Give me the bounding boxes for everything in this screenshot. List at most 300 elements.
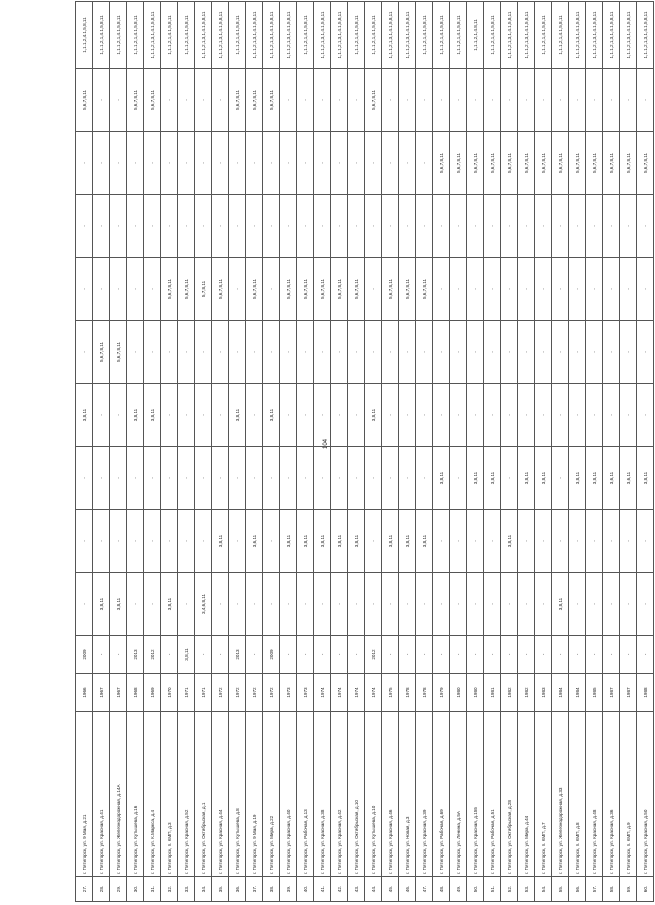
table-cell: - [348,132,365,195]
table-cell: 3,8,11 [178,636,195,674]
table-cell: 1,1.1,2,1,4.1,5,8,11 [433,2,450,69]
table-cell: 5,6,7,8,11 [518,132,535,195]
address-cell: г. Пятигорск, ул. Мира, д.22 [263,712,280,877]
table-cell: 1,1.1,2,1,3,1,4.1,5,8,11 [144,2,161,69]
table-cell: - [110,258,127,321]
row-number-cell: 39. [280,877,297,902]
table-cell: 5,6,7,8,11 [586,132,603,195]
table-cell: - [127,195,144,258]
table-cell: - [314,321,331,384]
table-cell: - [501,195,518,258]
table-cell: - [229,573,246,636]
year-cell: 1987 [603,674,620,712]
table-cell: - [76,510,93,573]
table-cell: 1,1.1,2,1,3,1,4.1,5,8,11 [382,2,399,69]
table-cell: - [331,447,348,510]
row-number-cell: 46. [399,877,416,902]
row-number-cell: 47. [416,877,433,902]
address-cell: г. Пятигорск, п. КМП, д.9 [620,712,637,877]
table-cell: - [314,69,331,132]
table-cell: 3,8,11 [552,573,569,636]
table-cell: - [399,132,416,195]
table-cell: - [178,447,195,510]
address-cell: г. Пятигорск, ул. Ленина, д.5А [450,712,467,877]
table-cell: 3,8,11 [484,447,501,510]
address-cell: г. Пятигорск, ул. Красная, д.48 [586,712,603,877]
table-cell: - [212,384,229,447]
table-cell: 3,8,11 [535,447,552,510]
table-cell: - [161,510,178,573]
table-cell: - [637,384,654,447]
row-number-cell: 37. [246,877,263,902]
table-cell: - [76,573,93,636]
table-cell: - [467,636,484,674]
table-cell: 1,1.1,2,1,3,1,4.1,5,8,11 [280,2,297,69]
address-cell: г. Пятигорск, ул. Кутышева, д.10 [365,712,382,877]
table-cell: - [620,321,637,384]
table-cell: 5,6,7,8,11 [280,258,297,321]
table-row [467,2,484,902]
table-cell: - [501,321,518,384]
table-cell: 3,6,11 [603,447,620,510]
table-cell: - [348,447,365,510]
table-row [586,2,603,902]
table-cell: - [246,636,263,674]
table-cell: - [348,573,365,636]
table-cell: - [569,258,586,321]
row-number-cell: 51. [484,877,501,902]
table-cell: 1,1.1,2,1,3,1,4.1,5,8,11 [195,2,212,69]
year-cell: 1984 [569,674,586,712]
table-cell: - [552,636,569,674]
table-cell: - [552,69,569,132]
row-number-cell: 55. [552,877,569,902]
table-cell: - [586,510,603,573]
table-cell: 5,6,7,8,11 [484,132,501,195]
table-cell: - [297,573,314,636]
table-cell: - [535,636,552,674]
table-cell: 5,6,7,8,11 [603,132,620,195]
table-cell: - [178,132,195,195]
row-number-cell: 29. [110,877,127,902]
table-row [246,2,263,902]
row-number-cell: 54. [535,877,552,902]
table-row [144,2,161,902]
table-cell: - [212,447,229,510]
table-cell: - [110,447,127,510]
table-cell: - [297,132,314,195]
table-cell: 3,8,11 [110,573,127,636]
year-cell: 1978 [399,674,416,712]
table-cell: 1,1.1,2,1,4.1,5,8,11 [93,2,110,69]
year-cell: 1984 [552,674,569,712]
table-cell: - [331,132,348,195]
table-cell: 5,6,7,8,11 [399,258,416,321]
table-cell: 1,1.1,2,1,4.1,5,8,11 [365,2,382,69]
table-cell: 5,6,7,8,11 [246,69,263,132]
table-cell: - [416,321,433,384]
table-cell: - [280,195,297,258]
table-cell: - [212,573,229,636]
table-cell: 5,6,7,8,11 [535,132,552,195]
table-cell: - [280,321,297,384]
year-cell: 1970 [161,674,178,712]
table-cell: - [195,510,212,573]
table-cell: 1,1.1,2,1,4.1,5,8,11 [229,2,246,69]
year-cell: 1974 [348,674,365,712]
address-cell: г. Пятигорск, ул. Октябрьская, д.28 [501,712,518,877]
table-cell: - [416,132,433,195]
table-cell: 3,8,11 [297,510,314,573]
table-cell: 3,8,11 [586,447,603,510]
table-row [331,2,348,902]
table-row [178,2,195,902]
table-cell: - [161,195,178,258]
table-cell: - [535,321,552,384]
table-cell: 1,1.1,2,1,4.1,5,8,11 [552,2,569,69]
table-cell: - [76,195,93,258]
table-cell: - [144,573,161,636]
table-cell: - [501,258,518,321]
address-cell: г. Пятигорск, ул. Красная, д.155 [467,712,484,877]
table-cell: 1,1.1,2,1,4.8,11 [467,2,484,69]
year-cell: 1974 [331,674,348,712]
address-cell: г. Пятигорск, ул. 9 Мая, д.19 [246,712,263,877]
table-cell: - [76,321,93,384]
table-cell: - [518,195,535,258]
table-cell: 2013 [229,636,246,674]
table-cell: - [603,195,620,258]
row-number-cell: 45. [382,877,399,902]
table-cell: - [331,195,348,258]
table-cell: - [382,195,399,258]
table-cell: - [229,321,246,384]
table-cell: - [161,636,178,674]
address-cell: г. Пятигорск, ул. Рабочая, д.69 [433,712,450,877]
table-cell: - [314,195,331,258]
table-cell: 3,8,11 [127,384,144,447]
table-cell: - [467,384,484,447]
table-cell: - [484,69,501,132]
year-cell: 1983 [535,674,552,712]
table-row [314,2,331,902]
table-cell: - [161,321,178,384]
row-number-cell: 33. [178,877,195,902]
table-cell: - [637,321,654,384]
year-cell: 1980 [450,674,467,712]
table-cell: - [484,636,501,674]
table-cell: - [263,195,280,258]
table-cell: - [433,573,450,636]
address-cell: г. Пятигорск, ул. Красная, д.39 [416,712,433,877]
table-cell: - [552,258,569,321]
table-cell: - [144,258,161,321]
table-cell: 5,6,7,8,11 [416,258,433,321]
address-cell: г. Пятигорск, ул. Красная, д.38 [314,712,331,877]
table-row [416,2,433,902]
table-cell: - [280,132,297,195]
table-cell: - [450,69,467,132]
table-cell: - [552,384,569,447]
table-cell: - [416,69,433,132]
address-cell: г. Пятигорск, ул. Красная, д.52 [178,712,195,877]
table-cell: - [127,321,144,384]
table-cell: - [535,69,552,132]
table-cell: - [76,132,93,195]
table-body [76,2,654,902]
year-cell: 1967 [110,674,127,712]
table-cell: 5,6,7,8,11 [93,321,110,384]
table-cell: 5,7,8,11 [195,258,212,321]
year-cell: 1981 [484,674,501,712]
table-cell: - [246,447,263,510]
table-cell: - [433,510,450,573]
table-cell: - [263,573,280,636]
table-cell: 3,8,11 [569,447,586,510]
table-cell: - [450,258,467,321]
table-cell: 5,6,7,8,11 [161,258,178,321]
table-cell: - [229,258,246,321]
year-cell: 1974 [314,674,331,712]
table-cell: - [212,321,229,384]
year-cell: 1971 [178,674,195,712]
table-cell: 5,6,7,8,11 [620,132,637,195]
table-cell: - [93,510,110,573]
table-cell: - [161,132,178,195]
table-cell: - [93,258,110,321]
table-cell: - [450,573,467,636]
address-cell: г. Пятигорск, п. КМП, д.3 [161,712,178,877]
table-cell: - [297,447,314,510]
table-cell: - [620,258,637,321]
table-cell: - [212,195,229,258]
table-cell: - [467,258,484,321]
table-row [212,2,229,902]
table-row [484,2,501,902]
table-row [297,2,314,902]
table-cell: - [433,384,450,447]
year-cell: 1982 [518,674,535,712]
row-number-cell: 27. [76,877,93,902]
year-cell: 1988 [637,674,654,712]
table-cell: - [229,195,246,258]
table-cell: - [518,573,535,636]
row-number-cell: 53. [518,877,535,902]
table-cell: - [552,195,569,258]
year-cell: 1967 [93,674,110,712]
table-cell: - [603,321,620,384]
table-cell: - [195,132,212,195]
address-cell: г. Пятигорск, ул. Октябрьская, д.1 [195,712,212,877]
table-cell: - [382,636,399,674]
table-cell: 1,1.1,2,1,3,1,4.1,5,8,11 [399,2,416,69]
table-cell: - [637,573,654,636]
table-cell: - [229,132,246,195]
table-cell: 3,8,11 [229,384,246,447]
table-cell: - [280,447,297,510]
year-cell: 1968 [127,674,144,712]
table-cell: - [280,636,297,674]
table-cell: - [382,69,399,132]
table-cell: - [518,321,535,384]
table-cell: - [331,321,348,384]
row-number-cell: 31. [144,877,161,902]
table-cell: 3,6,11 [246,510,263,573]
table-cell: - [399,69,416,132]
table-cell: - [603,69,620,132]
table-row [161,2,178,902]
table-cell: 1,1.1,2,1,3,1,4.1,5,8,11 [518,2,535,69]
table-cell: - [399,573,416,636]
table-cell: 3,8,11 [518,447,535,510]
row-number-cell: 59. [620,877,637,902]
table-cell: - [144,447,161,510]
address-cell: г. Пятигорск, ул. Красная, д.50 [637,712,654,877]
row-number-cell: 28. [93,877,110,902]
table-cell: - [450,447,467,510]
table-cell: - [399,384,416,447]
table-cell: - [331,69,348,132]
table-cell: - [399,195,416,258]
table-cell: - [416,195,433,258]
table-cell: 1,1.1,2,1,3,1,4.1,5,8,11 [212,2,229,69]
table-cell: - [178,384,195,447]
table-cell: - [144,195,161,258]
table-cell: - [467,69,484,132]
row-number-cell: 30. [127,877,144,902]
table-cell: - [535,258,552,321]
year-cell: 1972 [229,674,246,712]
table-cell: - [382,321,399,384]
table-cell: 1,1.1,2,1,3,1,4.1,5,8,11 [620,2,637,69]
table-cell: - [178,195,195,258]
table-cell: - [603,258,620,321]
table-cell: 5,6,7,8,11 [637,132,654,195]
row-number-cell: 36. [229,877,246,902]
table-cell: 5,6,7,8,11 [569,132,586,195]
table-cell: 2009 [263,636,280,674]
table-cell: 1,1.1,2,1,3,1,4.1,5,8,11 [603,2,620,69]
row-number-cell: 52. [501,877,518,902]
table-cell: 1,1.1,2,1,3,1,4.1,5,8,11 [246,2,263,69]
table-row [552,2,569,902]
table-row [263,2,280,902]
table-cell: - [348,384,365,447]
table-cell: - [637,69,654,132]
table-cell: - [620,69,637,132]
table-cell: - [382,573,399,636]
address-cell: г. Пятигорск, ул. Мира, д.44 [518,712,535,877]
table-cell: - [620,510,637,573]
table-cell: - [501,69,518,132]
table-cell: 2012 [365,636,382,674]
table-cell: - [348,195,365,258]
table-cell: - [535,195,552,258]
table-cell: - [348,636,365,674]
table-cell: - [263,132,280,195]
table-cell: 5,6,7,8,11 [76,69,93,132]
table-cell: - [450,384,467,447]
table-cell: 5,6,7,8,11 [178,258,195,321]
table-cell: 3,8,11 [331,510,348,573]
table-cell: 1,1.1,2,1,4.1,5,8,11 [297,2,314,69]
row-number-cell: 34. [195,877,212,902]
year-cell: 1985 [586,674,603,712]
table-cell: - [637,258,654,321]
address-cell: г. Пятигорск, ул. Красная, д.41 [93,712,110,877]
table-cell: - [195,384,212,447]
row-number-cell: 38. [263,877,280,902]
table-cell: 3,8,11 [467,447,484,510]
table-cell: - [382,384,399,447]
table-cell: - [212,132,229,195]
table-cell: - [399,636,416,674]
table-cell: - [450,510,467,573]
table-cell: - [110,510,127,573]
table-cell: - [637,195,654,258]
table-cell: - [297,195,314,258]
table-cell: - [552,510,569,573]
table-cell: - [433,69,450,132]
table-cell: - [586,258,603,321]
table-cell: - [620,573,637,636]
table-cell: 5,6,7,8,11 [314,258,331,321]
table-row [450,2,467,902]
table-cell: - [365,447,382,510]
address-cell: г. Пятигорск, ул. Красная, д.44 [212,712,229,877]
table-cell: 3,8,11 [501,510,518,573]
address-cell: г. Пятигорск, ул. 9 Мая, д.21 [76,712,93,877]
table-cell: - [110,132,127,195]
table-row [518,2,535,902]
table-cell: - [603,384,620,447]
table-cell: - [620,195,637,258]
address-cell: г. Пятигорск, п. КМП, д.7 [535,712,552,877]
table-cell: - [518,636,535,674]
table-cell: 1,1.1,2,1,4.1,5,8,11 [161,2,178,69]
table-cell: - [365,321,382,384]
table-row [76,2,93,902]
table-cell: - [144,510,161,573]
table-row [433,2,450,902]
table-cell: - [195,69,212,132]
table-row [365,2,382,902]
table-cell: - [416,384,433,447]
table-cell: 5,6,7,8,11 [127,69,144,132]
table-cell: - [416,447,433,510]
table-cell: - [552,447,569,510]
table-cell: 1,1.1,2,1,3,1,4.1,5,8,11 [586,2,603,69]
table-cell: - [127,258,144,321]
table-cell: - [535,573,552,636]
address-cell: г. Пятигорск, ул. Рабочая, д.51 [484,712,501,877]
table-row [501,2,518,902]
table-cell: 1,1.1,2,1,4.1,5,8,11 [110,2,127,69]
row-number-cell: 35. [212,877,229,902]
table-cell: - [246,321,263,384]
table-cell: - [144,321,161,384]
table-cell: - [178,510,195,573]
year-cell: 1982 [501,674,518,712]
table-cell: - [433,636,450,674]
table-cell: 3,8,11 [365,384,382,447]
table-cell: - [110,195,127,258]
table-row [569,2,586,902]
table-cell: - [161,447,178,510]
table-cell: - [467,510,484,573]
table-cell: 1,1.1,2,1,3,1,4.1,5,8,11 [637,2,654,69]
table-row [399,2,416,902]
